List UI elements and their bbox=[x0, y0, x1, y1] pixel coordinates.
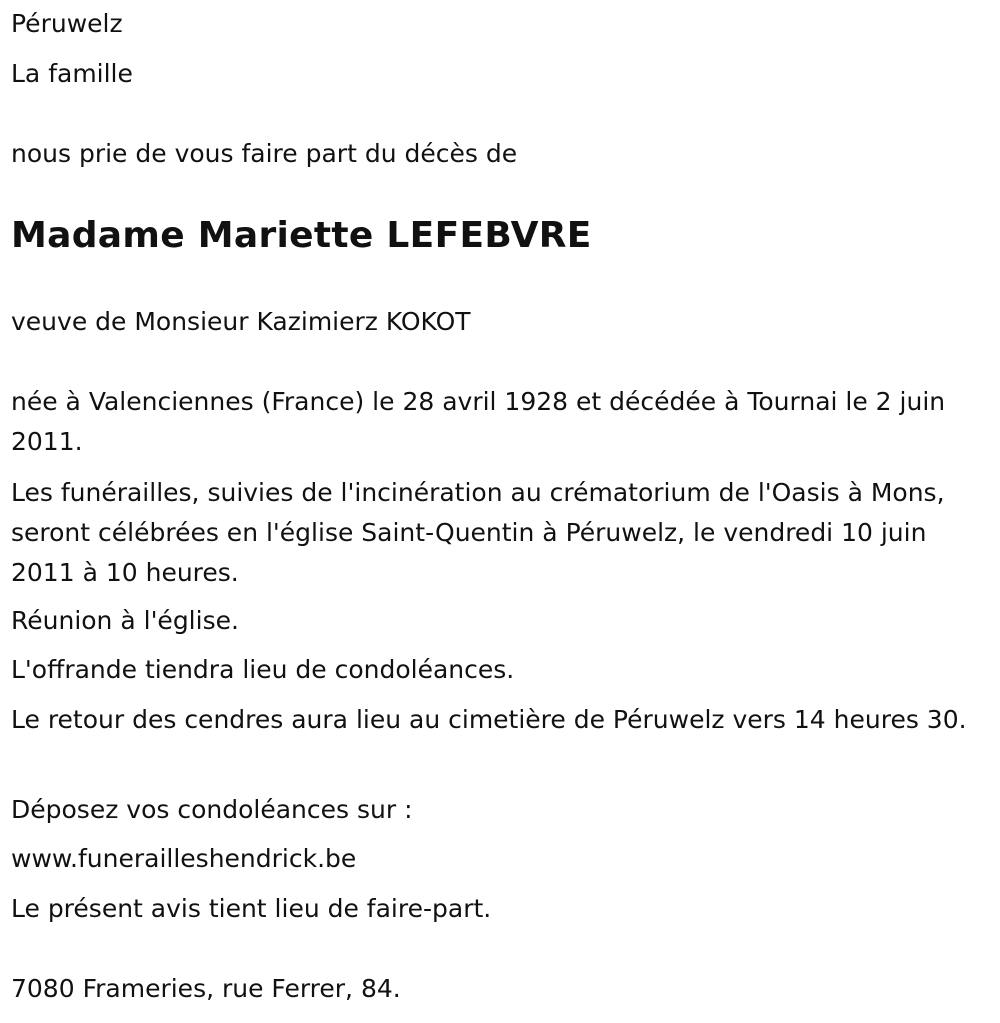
announcement-text: nous prie de vous faire part du décès de bbox=[11, 139, 518, 168]
condolences-label: Déposez vos condoléances sur : bbox=[11, 795, 413, 824]
address-text: 7080 Frameries, rue Ferrer, 84. bbox=[11, 974, 401, 1003]
birth-death-text: née à Valenciennes (France) le 28 avril 1928 et décédée à Tournai le 2 juin 2011. bbox=[11, 387, 946, 456]
place-text: Péruwelz bbox=[11, 9, 123, 38]
funeral-text: Les funérailles, suivies de l'incinération au crématorium de l'Oasis à Mons, seront célébrées en l'église Saint-Quentin à Péruwelz, le vendredi 10 juin 2011 à 10 heures. bbox=[11, 478, 945, 587]
spouse-text: veuve de Monsieur Kazimierz KOKOT bbox=[11, 307, 471, 336]
deceased-name: Madame Mariette LEFEBVRE bbox=[11, 215, 592, 256]
meeting-text: Réunion à l'église. bbox=[11, 606, 239, 635]
family-text: La famille bbox=[11, 59, 133, 88]
ashes-text: Le retour des cendres aura lieu au cimetière de Péruwelz vers 14 heures 30. bbox=[11, 705, 967, 734]
offering-text: L'offrande tiendra lieu de condoléances. bbox=[11, 655, 515, 684]
notice-note: Le présent avis tient lieu de faire-part. bbox=[11, 894, 492, 923]
website-link[interactable]: www.funerailleshendrick.be bbox=[11, 844, 357, 873]
